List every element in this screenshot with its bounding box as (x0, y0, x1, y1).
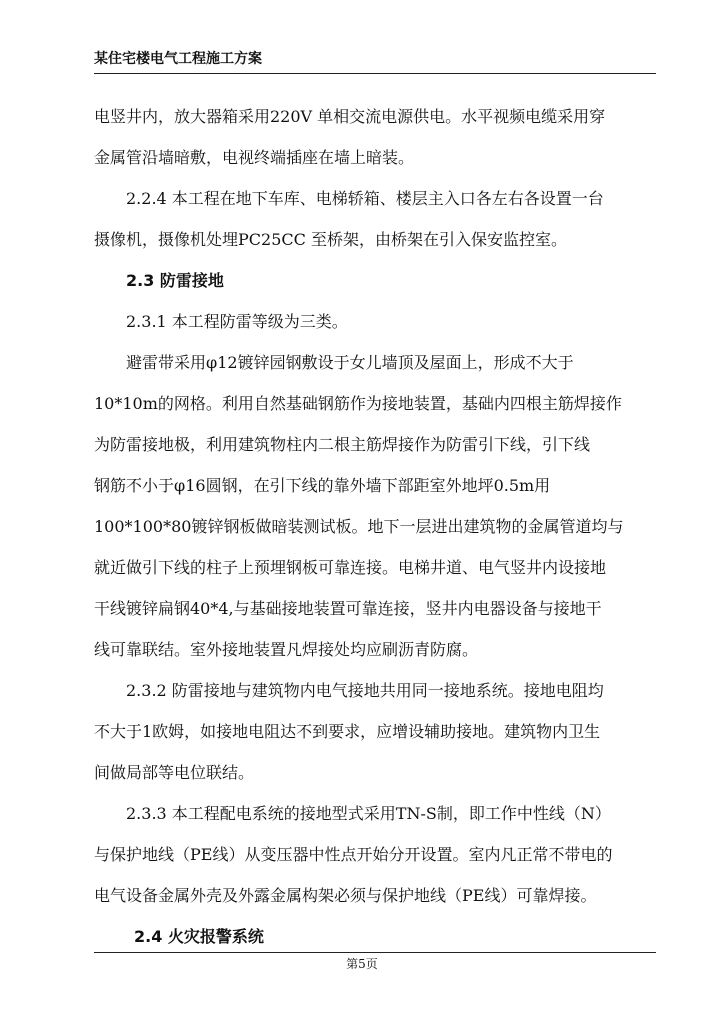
footer-divider (94, 952, 656, 953)
paragraph-lightning-line: 避雷带采用φ12镀锌园钢敷设于女儿墙顶及屋面上，形成不大于 (126, 353, 574, 372)
paragraph-2-3-1-line: 2.3.1 本工程防雷等级为三类。 (126, 312, 348, 331)
body-line: 电气设备金属外壳及外露金属构架必须与保护地线（PE线）可靠焊接。 (94, 886, 597, 905)
document-body (94, 96, 656, 957)
body-line: 100*100*80镀锌钢板做暗装测试板。地下一层进出建筑物的金属管道均与 (94, 517, 624, 536)
section-heading-2-4: 2.4 火灾报警系统 (134, 927, 264, 946)
body-line: 线可靠联结。室外接地装置凡焊接处均应刷沥青防腐。 (94, 640, 479, 659)
body-line: 就近做引下线的柱子上预埋钢板可靠连接。电梯井道、电气竖井内设接地 (94, 558, 607, 577)
page-header-title: 某住宅楼电气工程施工方案 (94, 51, 262, 67)
body-line: 钢筋不小于φ16圆钢，在引下线的靠外墙下部距室外地坪0.5m用 (94, 476, 551, 495)
body-line: 与保护地线（PE线）从变压器中性点开始分开设置。室内凡正常不带电的 (94, 845, 613, 864)
body-line: 金属管沿墙暗敷，电视终端插座在墙上暗装。 (94, 148, 415, 167)
body-line: 为防雷接地极，利用建筑物柱内二根主筋焊接作为防雷引下线，引下线 (94, 435, 591, 454)
body-line: 间做局部等电位联结。 (94, 763, 255, 782)
header-divider (94, 73, 656, 74)
page-number: 第5页 (346, 957, 378, 971)
paragraph-2-3-3-line: 2.3.3 本工程配电系统的接地型式采用TN-S制，即工作中性线（N） (126, 804, 611, 823)
paragraph-2-3-2-line: 2.3.2 防雷接地与建筑物内电气接地共用同一接地系统。接地电阻均 (126, 681, 604, 700)
body-line: 10*10m的网格。利用自然基础钢筋作为接地装置，基础内四根主筋焊接作 (94, 394, 622, 413)
body-line: 电竖井内，放大器箱采用220V 单相交流电源供电。水平视频电缆采用穿 (94, 107, 606, 126)
paragraph-2-2-4-line: 2.2.4 本工程在地下车库、电梯轿箱、楼层主入口各左右各设置一台 (126, 189, 604, 208)
section-heading-2-3: 2.3 防雷接地 (126, 271, 224, 290)
body-line: 摄像机，摄像机处埋PC25CC 至桥架，由桥架在引入保安监控室。 (94, 230, 567, 249)
body-line: 干线镀锌扁钢40*4,与基础接地装置可靠连接，竖井内电器设备与接地干 (94, 599, 602, 618)
body-line: 不大于1欧姆，如接地电阻达不到要求，应增设辅助接地。建筑物内卫生 (94, 722, 601, 741)
